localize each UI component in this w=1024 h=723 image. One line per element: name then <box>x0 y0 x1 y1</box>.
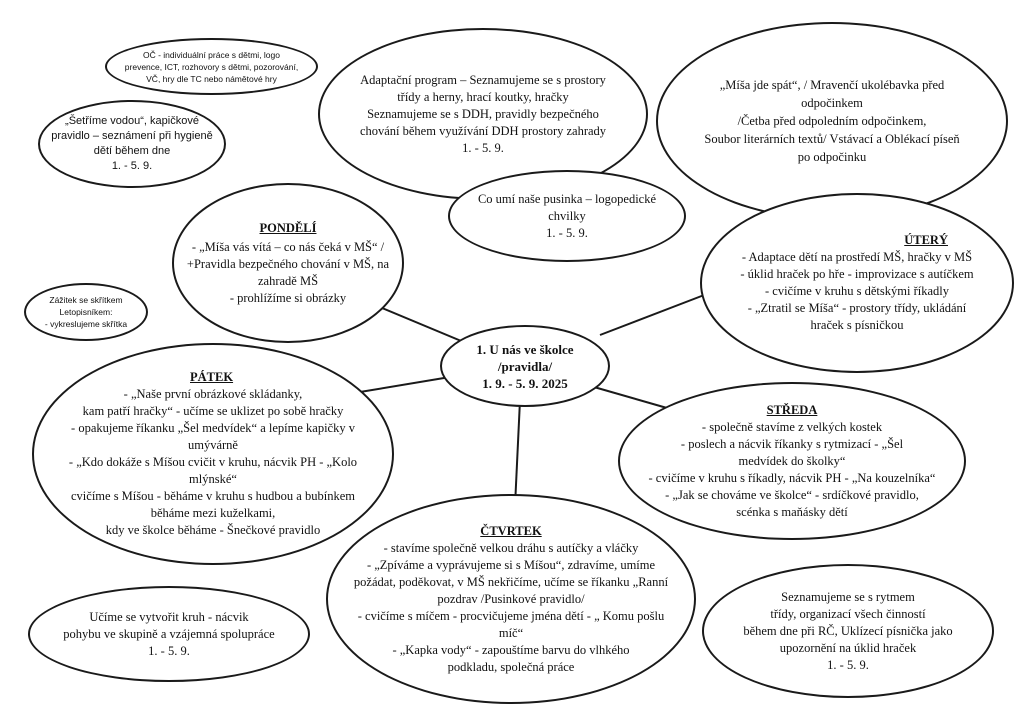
note-line: dětí během dne <box>93 145 171 157</box>
note-zazitek-skritek <box>24 283 148 341</box>
bubble-line: - opakujeme říkanku „Šel medvídek“ a lepíme kapičky v <box>71 421 355 435</box>
bubble-line: Adaptační program – Seznamujeme se s prostory <box>360 72 606 87</box>
bubble-line: - „Zpíváme a vyprávujeme si s Míšou“, zdravíme, umíme <box>366 557 656 572</box>
bubble-line: - cvičíme v kruhu s dětskými říkadly <box>765 284 949 298</box>
bubble-line: třídy a herny, hrací koutky, hračky <box>397 89 569 104</box>
bubble-line: - „Naše první obrázkové skládanky, <box>123 387 303 401</box>
note-line: pravidlo – seznámení při hygieně <box>51 130 213 142</box>
bubble-line: odpočinkem <box>801 96 863 110</box>
bubble-line: běháme mezi kuželkami, <box>150 506 276 520</box>
bubble-line: kam patří hračky“ - učíme se uklizet po sobě hračky <box>82 404 344 418</box>
bubble-line: 1. - 5. 9. <box>546 225 588 240</box>
bubble-line: chvilky <box>548 208 586 223</box>
bubble-line: zahradě MŠ <box>257 273 319 288</box>
bubble-line: 1. - 5. 9. <box>827 657 869 672</box>
bubble-line: chování během využívání DDH prostory zahrady <box>359 123 607 138</box>
bubble-line: - cvičíme s míčem - procvičujeme jména dětí - „ Komu pošlu <box>357 608 665 623</box>
bubble-line: „Míša jde spát“, / Mravenčí ukolébavka před <box>719 78 945 92</box>
bubble-pusinka-logopedie <box>448 170 686 262</box>
note-line: VČ, hry dle TC nebo námětové hry <box>146 73 277 84</box>
bubble-line: po odpočinku <box>797 150 867 164</box>
note-line: 1. - 5. 9. <box>111 160 153 172</box>
bubble-line: pozdrav /Pusinkové pravidlo/ <box>437 591 585 606</box>
day-title-ctvrtek: ČTVRTEK <box>480 523 542 538</box>
bubble-line: třídy, organizací všech činností <box>770 606 926 621</box>
center-line: /pravidla/ <box>497 358 553 374</box>
bubble-line: kdy ve školce běháme - Šnečkové pravidlo <box>105 523 321 537</box>
bubble-line: scénka s maňásky dětí <box>736 504 848 519</box>
bubble-line: Seznamujeme se s DDH, pravidly bezpečného <box>367 106 599 121</box>
bubble-line: - „Míša vás vítá – co nás čeká v MŠ“ / <box>191 239 385 254</box>
note-line: OČ - individuální práce s dětmi, logo <box>142 49 280 60</box>
bubble-line: - poslech a nácvik říkanky s rytmizací - „Šel <box>680 436 904 451</box>
bubble-line: - „Kdo dokáže s Míšou cvičit v kruhu, nácvik PH - „Kolo <box>68 455 358 469</box>
bubble-utery <box>700 193 1014 373</box>
connector-utery <box>600 292 712 335</box>
bubble-ctvrtek <box>326 494 696 704</box>
bubble-patek <box>32 343 394 565</box>
central-topic <box>440 325 610 407</box>
bubble-line: - společně stavíme z velkých kostek <box>701 419 883 434</box>
center-line: 1. U nás ve školce <box>476 341 574 357</box>
bubble-line: Co umí naše pusinka – logopedické <box>477 191 657 206</box>
note-setrime-vodou <box>38 100 226 188</box>
bubble-misa-jde-spat <box>656 22 1008 220</box>
day-title-pondeli: PONDĚLÍ <box>259 220 317 235</box>
bubble-line: míč“ <box>498 625 524 640</box>
bubble-line: /Četba před odpoledním odpočinkem, <box>737 114 927 128</box>
day-title-utery: ÚTERÝ <box>904 233 948 247</box>
bubble-line: Seznamujeme se s rytmem <box>781 589 915 604</box>
bubble-line: hraček s písničkou <box>810 318 904 332</box>
day-title-patek: PÁTEK <box>190 370 234 384</box>
bubble-line: - stavíme společně velkou dráhu s autíčky a vláčky <box>383 540 639 555</box>
bubble-line: 1. - 5. 9. <box>148 643 190 658</box>
bubble-line: upozornění na úklid hraček <box>779 640 917 655</box>
bubble-line: - Adaptace dětí na prostředí MŠ, hračky v MŠ <box>741 250 973 264</box>
note-oc-individual-work <box>105 38 318 95</box>
bubble-line: umývárně <box>188 438 238 452</box>
bubble-line: Učíme se vytvořit kruh - nácvik <box>89 609 249 624</box>
bubble-pondeli <box>172 183 404 343</box>
bubble-line: požádat, poděkovat, v MŠ nekřičíme, učíme se říkanku „Ranní <box>353 574 669 589</box>
bubble-line: - úklid hraček po hře - improvizace s autíčkem <box>740 267 974 281</box>
bubble-line: Soubor literárních textů/ Vstávací a Oblékací píseň <box>704 132 960 146</box>
bubble-line: - „Jak se chováme ve školce“ - srdíčkové pravidlo, <box>665 487 919 502</box>
note-line: prevence, ICT, rozhovory s dětmi, pozorování, <box>124 61 299 72</box>
note-line: - vykreslujeme skřítka <box>44 319 128 329</box>
bubble-line: cvičíme s Míšou - běháme v kruhu s hudbou a bubínkem <box>71 489 355 503</box>
bubble-line: mlýnské“ <box>189 472 237 486</box>
bubble-line: pohybu ve skupině a vzájemná spolupráce <box>63 626 275 641</box>
bubble-line: podkladu, společná práce <box>447 659 575 674</box>
center-line: 1. 9. - 5. 9. 2025 <box>482 375 568 391</box>
bubble-ucime-kruh <box>28 586 310 682</box>
bubble-line: medvídek do školky“ <box>738 453 846 468</box>
bubble-line: +Pravidla bezpečného chování v MŠ, na <box>186 256 390 271</box>
bubble-line: - prohlížíme si obrázky <box>229 290 347 305</box>
bubble-line: během dne při RČ, Uklízecí písnička jako <box>743 623 953 638</box>
note-line: Zážitek se skřítkem <box>49 295 123 305</box>
connector-patek <box>360 377 450 392</box>
note-line: „Šetříme vodou“, kapičkové <box>65 115 199 127</box>
connector-ctvrtek <box>515 400 520 506</box>
bubble-line: - „Ztratil se Míša“ - prostory třídy, ukládání <box>747 301 967 315</box>
bubble-line: - „Kapka vody“ - zapouštíme barvu do vlhkého <box>392 642 630 657</box>
bubble-line: - cvičíme v kruhu s říkadly, nácvik PH - „Na kouzelníka“ <box>648 470 936 485</box>
bubble-rytmus-tridy <box>702 564 994 698</box>
bubble-streda <box>618 382 966 540</box>
bubble-line: 1. - 5. 9. <box>462 140 504 155</box>
day-title-streda: STŘEDA <box>766 402 818 417</box>
note-line: Letopisníkem: <box>59 307 113 317</box>
